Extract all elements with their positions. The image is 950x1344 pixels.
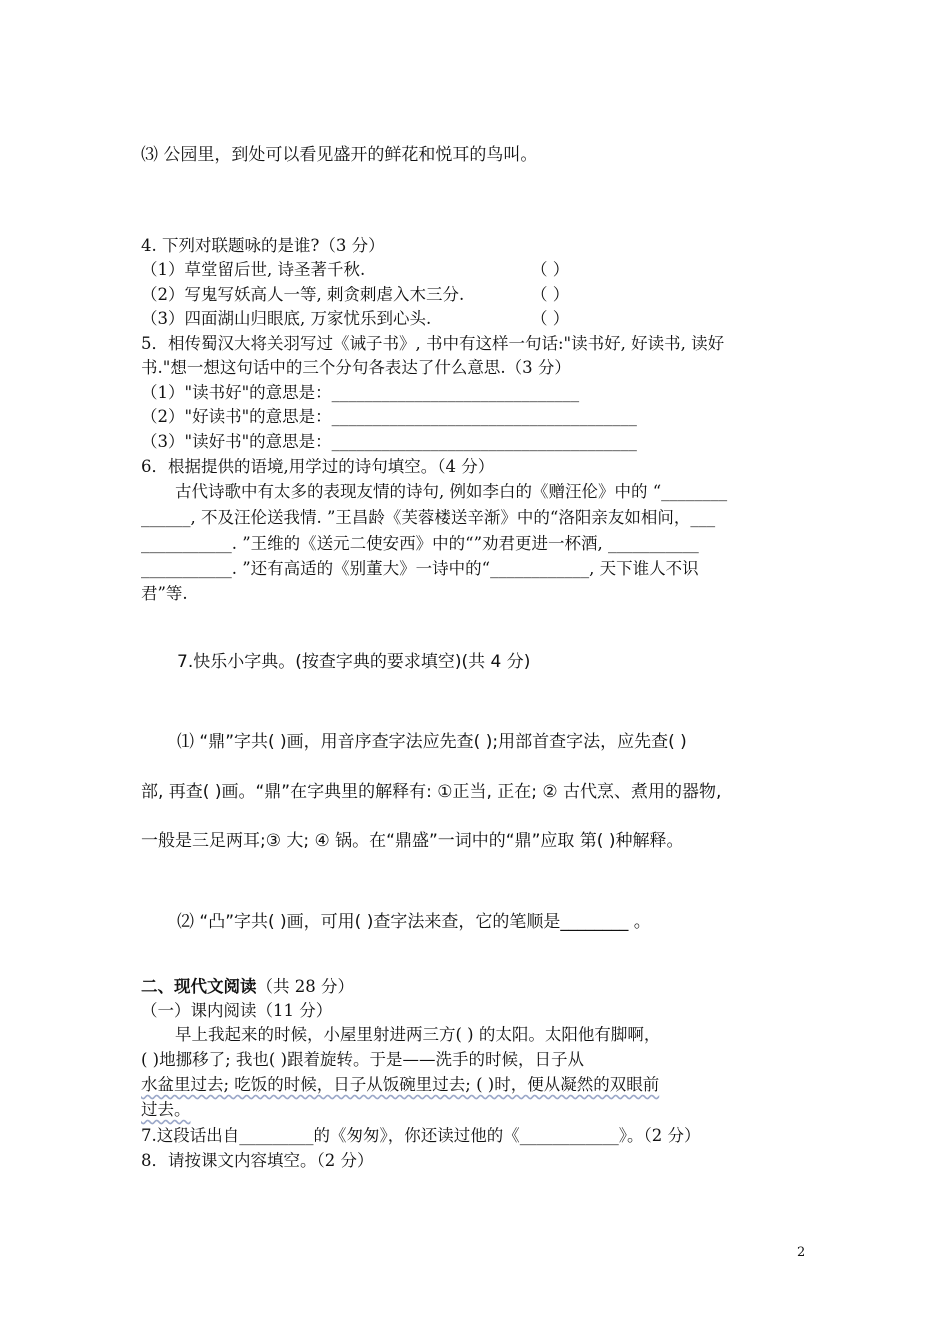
q6-line-3: ___________. ”王维的《送元二使安西》中的“”劝君更进一杯酒, ___________ (141, 534, 699, 553)
part2-title (141, 975, 354, 999)
q5-line-2: 书."想一想这句话中的三个分句各表达了什么意思.（3 分） (141, 358, 571, 377)
q5-item-1: （1）"读书好"的意思是：______________________________ (141, 383, 580, 402)
passage-line-2: ( )地挪移了; 我也( )跟着旋转。于是——洗手的时候，日子从 (141, 1050, 585, 1069)
q7-dictionary-p2: ⑵ “凸”字共( )画，可用( )查字法来查，它的笔顺是________ 。 (177, 912, 651, 932)
q7-dictionary-p1-line-1: ⑴ “鼎”字共( )画，用音序查字法应先查( );用部首查字法，应先查( ) (177, 732, 687, 752)
q4-item-3 (141, 307, 570, 331)
q4-item-3-text: （3）四面湖山归眼底, 万家忧乐到心头. (141, 309, 432, 328)
passage-line-3: 水盆里过去; 吃饭的时候，日子从饭碗里过去; ( )时，便从凝然的双眼前 (141, 1075, 660, 1094)
q4-title: 4. 下列对联题咏的是谁?（3 分） (141, 236, 385, 255)
part2-sub1: （一）课内阅读（11 分） (141, 1001, 333, 1020)
q5-line-1: 5．相传蜀汉大将关羽写过《诫子书》, 书中有这样一句话:"读书好, 好读书, 读好 (141, 334, 725, 353)
q6-line-4: ___________. ”还有高适的《别董大》一诗中的“____________, 天下谁人不识 (141, 559, 699, 578)
q4-item-2 (141, 283, 570, 307)
q8-reading: 8．请按课文内容填空。（2 分） (141, 1151, 374, 1170)
q4-item-2-paren: （ ） (531, 285, 570, 304)
q4-item-2-text: （2）写鬼写妖高人一等, 刺贪刺虐入木三分. (141, 285, 465, 304)
passage-line-4: 过去。 (141, 1100, 191, 1119)
q7-dictionary-p1-line-2: 部, 再查( )画。“鼎”在字典里的解释有: ①正当, 正在; ② 古代烹、煮用的器物, (141, 782, 722, 802)
q4-item-1 (141, 258, 570, 282)
q4-item-1-paren: （ ） (531, 260, 570, 279)
q6-line-2: ______, 不及汪伦送我情. ”王昌龄《芙蓉楼送辛渐》中的“洛阳亲友如相问，___ (141, 508, 716, 527)
part2-title-main: 二、现代文阅读 (141, 977, 257, 996)
sentence-item-3: ⑶ 公园里，到处可以看见盛开的鲜花和悦耳的鸟叫。 (141, 145, 538, 165)
page-number: 2 (797, 1245, 806, 1260)
part2-title-score: （共 28 分） (256, 977, 354, 996)
q6-title: 6．根据提供的语境,用学过的诗句填空。（4 分） (141, 457, 495, 476)
q7-dictionary-p1-line-3: 一般是三足两耳;③ 大; ④ 锅。在“鼎盛”一词中的“鼎”应取 第( )种解释。 (141, 831, 684, 851)
q7-reading: 7.这段话出自_________的《匆匆》，你还读过他的《____________》。（2 分） (141, 1126, 701, 1145)
q5-item-2: （2）"好读书"的意思是：_____________________________________ (141, 407, 637, 426)
q7-dictionary-title: 7.快乐小字典。(按查字典的要求填空)(共 4 分) (177, 652, 531, 672)
q6-line-5: 君”等. (141, 584, 188, 603)
q4-item-3-paren: （ ） (531, 309, 570, 328)
q6-line-1: 古代诗歌中有太多的表现友情的诗句, 例如李白的《赠汪伦》中的 “________ (175, 482, 728, 501)
q5-item-3: （3）"读好书"的意思是：_____________________________________ (141, 432, 637, 451)
passage-line-1: 早上我起来的时候，小屋里射进两三方( ) 的太阳。太阳他有脚啊， (175, 1025, 661, 1044)
q4-item-1-text: （1）草堂留后世, 诗圣著千秋. (141, 260, 366, 279)
